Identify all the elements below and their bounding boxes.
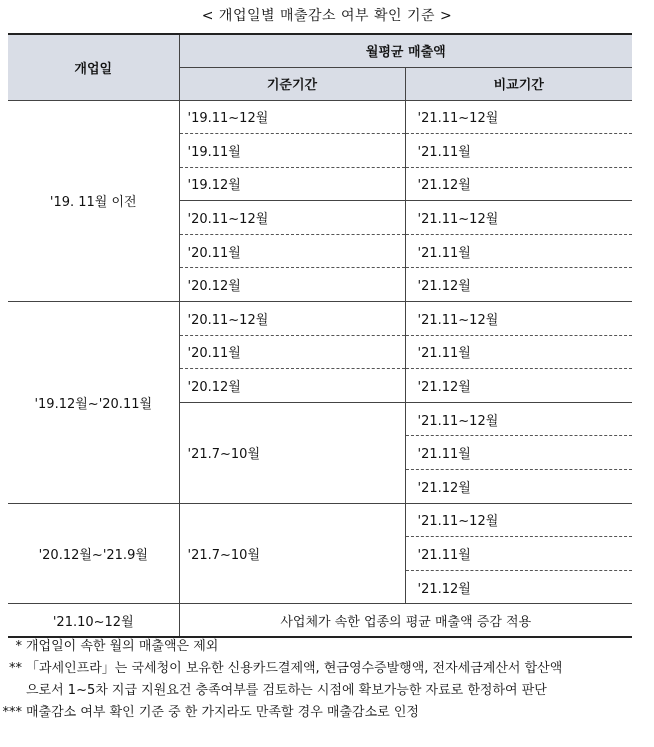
footnote-text: 개업일이 속한 월의 매출액은 제외 bbox=[26, 639, 219, 654]
industry-average-cell: 사업체가 속한 업종의 평균 매출액 증감 적용 bbox=[179, 604, 632, 637]
comparison-period-cell: '21.11~12월 bbox=[405, 201, 632, 235]
comparison-period-cell: '21.11월 bbox=[405, 234, 632, 268]
base-period-cell: '20.11월 bbox=[179, 234, 405, 268]
base-period-cell: '20.12월 bbox=[179, 268, 405, 302]
footnote bbox=[0, 636, 654, 658]
footnote bbox=[0, 658, 654, 680]
opening-period-cell: '19. 11월 이전 bbox=[8, 100, 179, 302]
comparison-period-cell: '21.11월 bbox=[405, 537, 632, 571]
comparison-period-cell: '21.11~12월 bbox=[405, 100, 632, 134]
table-row bbox=[8, 503, 632, 537]
footnotes bbox=[0, 636, 654, 724]
base-period-cell: '21.7~10월 bbox=[179, 402, 405, 503]
table-row bbox=[8, 100, 632, 134]
base-period-cell: '21.7~10월 bbox=[179, 503, 405, 604]
footnote-mark: *** bbox=[2, 705, 22, 720]
base-period-cell: '19.11~12월 bbox=[179, 100, 405, 134]
table-caption: < 개업일별 매출감소 여부 확인 기준 > bbox=[201, 8, 453, 24]
base-period-cell: '20.11~12월 bbox=[179, 302, 405, 336]
comparison-period-cell: '21.12월 bbox=[405, 570, 632, 604]
table-row bbox=[8, 604, 632, 637]
comparison-period-cell: '21.12월 bbox=[405, 369, 632, 403]
opening-period-cell: '21.10~12월 bbox=[8, 604, 179, 637]
footnote bbox=[0, 680, 654, 702]
header-opening-date: 개업일 bbox=[8, 34, 179, 100]
header-comparison-period: 비교기간 bbox=[405, 67, 632, 100]
base-period-cell: '20.11월 bbox=[179, 335, 405, 369]
sales-decrease-criteria-table bbox=[8, 33, 632, 638]
footnote-mark: * bbox=[15, 639, 22, 654]
base-period-cell: '20.11~12월 bbox=[179, 201, 405, 235]
opening-period-cell: '19.12월~'20.11월 bbox=[8, 302, 179, 504]
footnote-mark: ** bbox=[9, 661, 22, 676]
footnote-mark bbox=[0, 680, 26, 702]
footnote-text: 매출감소 여부 확인 기준 중 한 가지라도 만족할 경우 매출감소로 인정 bbox=[26, 705, 419, 720]
footnote-text: 「과세인프라」는 국세청이 보유한 신용카드결제액, 현금영수증발행액, 전자세금계산서 합산액 bbox=[26, 661, 563, 676]
comparison-period-cell: '21.11월 bbox=[405, 335, 632, 369]
comparison-period-cell: '21.12월 bbox=[405, 470, 632, 504]
comparison-period-cell: '21.11~12월 bbox=[405, 402, 632, 436]
comparison-period-cell: '21.12월 bbox=[405, 268, 632, 302]
opening-period-cell: '20.12월~'21.9월 bbox=[8, 503, 179, 604]
comparison-period-cell: '21.11~12월 bbox=[405, 302, 632, 336]
comparison-period-cell: '21.12월 bbox=[405, 167, 632, 201]
footnote bbox=[0, 702, 654, 724]
footnote-text: 으로서 1~5차 지급 지원요건 충족여부를 검토하는 시점에 확보가능한 자료로 한정하여 판단 bbox=[26, 683, 547, 698]
comparison-period-cell: '21.11~12월 bbox=[405, 503, 632, 537]
base-period-cell: '20.12월 bbox=[179, 369, 405, 403]
table-row bbox=[8, 302, 632, 336]
base-period-cell: '19.12월 bbox=[179, 167, 405, 201]
comparison-period-cell: '21.11월 bbox=[405, 436, 632, 470]
base-period-cell: '19.11월 bbox=[179, 134, 405, 168]
comparison-period-cell: '21.11월 bbox=[405, 134, 632, 168]
header-monthly-avg-sales: 월평균 매출액 bbox=[179, 34, 632, 67]
header-base-period: 기준기간 bbox=[179, 67, 405, 100]
